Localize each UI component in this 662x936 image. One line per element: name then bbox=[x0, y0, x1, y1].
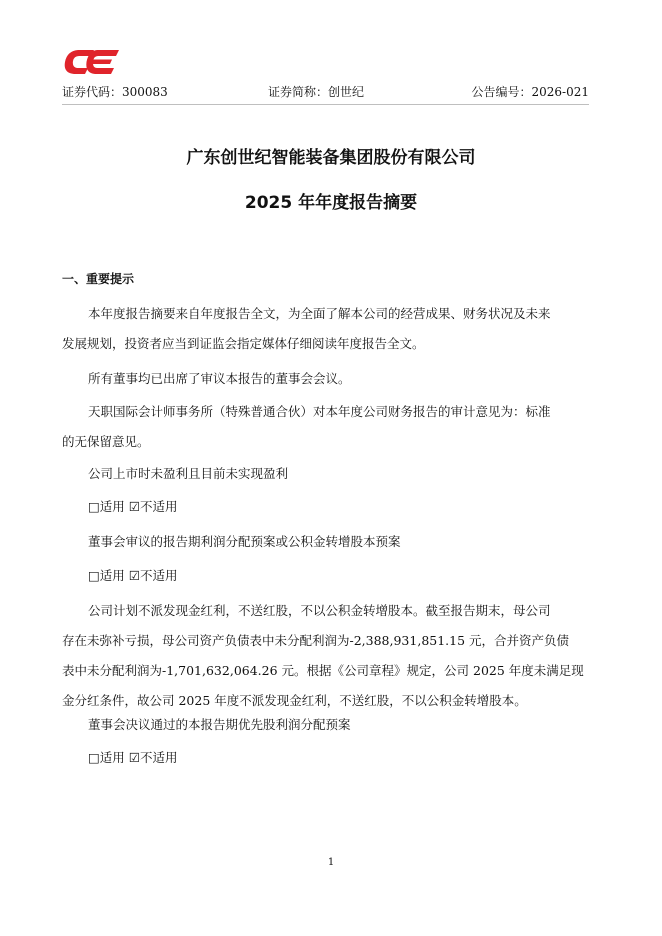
document-header bbox=[62, 83, 589, 101]
report-title: 2025 年年度报告摘要 bbox=[244, 193, 418, 213]
applicability-option: □适用 ☑不适用 bbox=[88, 499, 178, 514]
header-divider bbox=[62, 104, 589, 105]
directors-paragraph bbox=[62, 364, 582, 394]
loss-option bbox=[62, 492, 582, 522]
intro-line: 本年度报告摘要来自年度报告全文，为全面了解本公司的经营成果、财务状况及未来 bbox=[88, 306, 551, 321]
section-heading: 一、重要提示 bbox=[62, 272, 135, 286]
preferred-item-line: 董事会决议通过的本报告期优先股利润分配预案 bbox=[88, 717, 351, 732]
audit-line: 天职国际会计师事务所（特殊普通合伙）对本年度公司财务报告的审计意见为：标准 bbox=[88, 404, 551, 419]
preferred-option bbox=[62, 743, 582, 773]
stock-code: 证券代码：300083 bbox=[62, 85, 168, 99]
profit-plan-option bbox=[62, 561, 582, 591]
directors-line: 所有董事均已出席了审议本报告的董事会会议。 bbox=[88, 371, 351, 386]
intro-paragraph bbox=[62, 299, 582, 359]
announcement-number: 公告编号：2026-021 bbox=[471, 85, 589, 99]
preferred-item bbox=[62, 710, 582, 740]
loss-item bbox=[62, 459, 582, 489]
dividend-line: 存在未弥补亏损，母公司资产负债表中未分配利润为-2,388,931,851.15 元，合并资产负债 bbox=[62, 633, 570, 648]
audit-paragraph bbox=[62, 397, 582, 457]
stock-short-name: 证券简称：创世纪 bbox=[268, 85, 365, 99]
dividend-line: 表中未分配利润为-1,701,632,064.26 元。根据《公司章程》规定，公司 2025 年度未满足现 bbox=[62, 663, 584, 678]
dividend-line: 公司计划不派发现金红利，不送红股，不以公积金转增股本。截至报告期末，母公司 bbox=[88, 603, 551, 618]
intro-line: 发展规划，投资者应当到证监会指定媒体仔细阅读年度报告全文。 bbox=[62, 336, 425, 351]
profit-plan-item bbox=[62, 527, 582, 557]
profit-plan-line: 董事会审议的报告期利润分配预案或公积金转增股本预案 bbox=[88, 534, 401, 549]
company-title: 广东创世纪智能装备集团股份有限公司 bbox=[186, 148, 476, 168]
page-number: 1 bbox=[327, 857, 335, 868]
applicability-option: □适用 ☑不适用 bbox=[88, 568, 178, 583]
dividend-paragraph bbox=[62, 596, 582, 716]
company-logo bbox=[64, 49, 120, 75]
dividend-line: 金分红条件，故公司 2025 年度不派发现金红利，不送红股，不以公积金转增股本。 bbox=[62, 693, 527, 708]
applicability-option: □适用 ☑不适用 bbox=[88, 750, 178, 765]
audit-line: 的无保留意见。 bbox=[62, 434, 150, 449]
loss-item-line: 公司上市时未盈利且目前未实现盈利 bbox=[88, 466, 289, 481]
